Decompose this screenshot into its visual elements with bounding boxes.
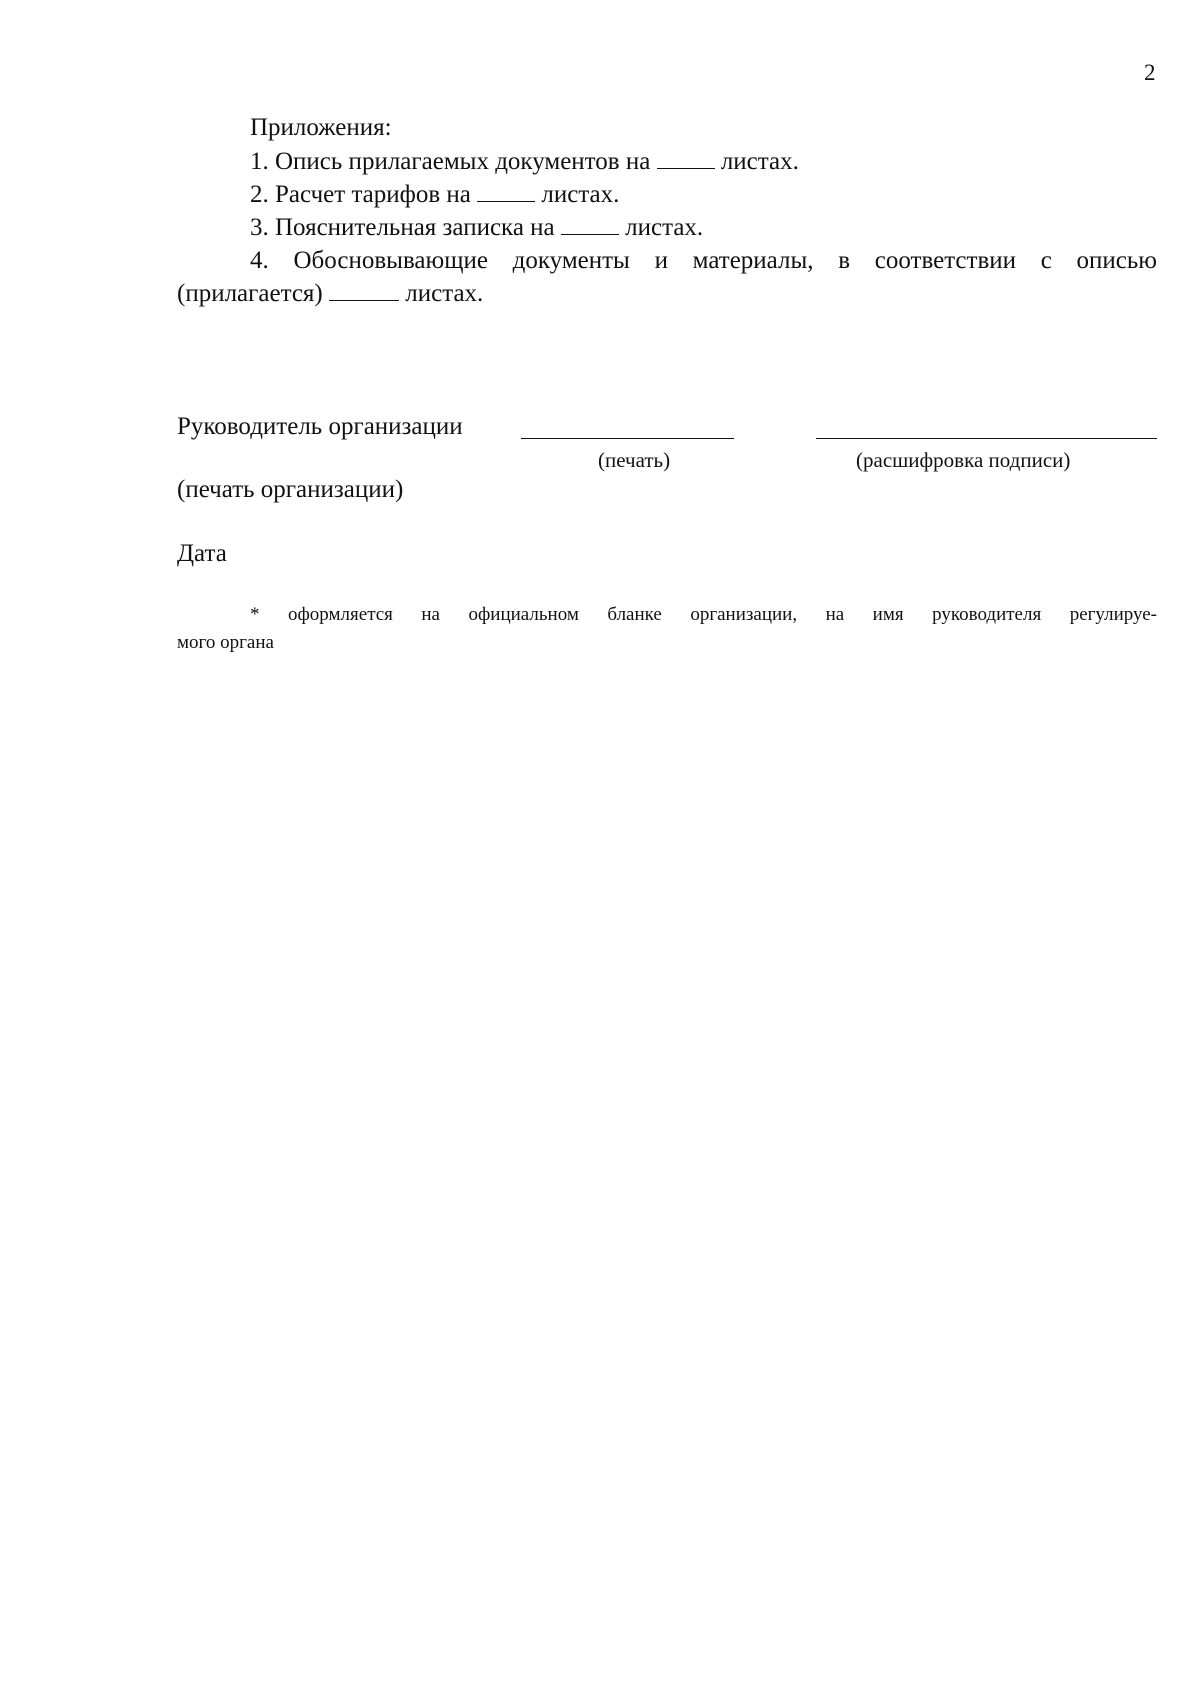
attachment-item-2-blank: [477, 183, 535, 202]
attachment-item-4-blank: [329, 282, 399, 301]
attachment-item-3-text: 3. Пояснительная записка на: [250, 214, 555, 241]
signature-decoding-caption: (расшифровка подписи): [856, 448, 1071, 472]
attachment-item-3-suffix: листах.: [625, 214, 704, 241]
footnote-line-1: * оформляется на официальном бланке организации, на имя руководителя регулируе-: [250, 604, 1157, 625]
attachment-item-3: [250, 212, 703, 244]
signature-decoding-line: [816, 416, 1157, 439]
attachment-item-4-line2: [177, 278, 483, 310]
attachment-item-1-text: 1. Опись прилагаемых документов на: [250, 148, 651, 175]
attachment-item-4-line1: 4. Обосновывающие документы и материалы, в соответствии с описью: [250, 247, 1157, 274]
attachment-item-2-text: 2. Расчет тарифов на: [250, 181, 471, 208]
attachment-item-1-blank: [657, 150, 715, 169]
attachment-item-1: [250, 146, 799, 178]
attachment-item-2: [250, 179, 619, 211]
signature-line: [521, 416, 734, 439]
stamp-caption: (печать): [598, 448, 671, 472]
head-of-organization-label: Руководитель организации: [177, 413, 463, 440]
attachment-item-4-prefix: (прилагается): [177, 280, 323, 307]
attachment-item-1-suffix: листах.: [720, 148, 799, 175]
attachment-item-3-blank: [561, 216, 619, 235]
attachment-item-2-suffix: листах.: [541, 181, 620, 208]
organization-stamp-label: (печать организации): [177, 476, 404, 503]
page-number: 2: [1144, 60, 1156, 85]
footnote-line-2: мого органа: [177, 632, 274, 653]
attachment-item-4-suffix: листах.: [405, 280, 484, 307]
attachments-heading: Приложения:: [250, 114, 392, 141]
date-label: Дата: [177, 540, 227, 567]
